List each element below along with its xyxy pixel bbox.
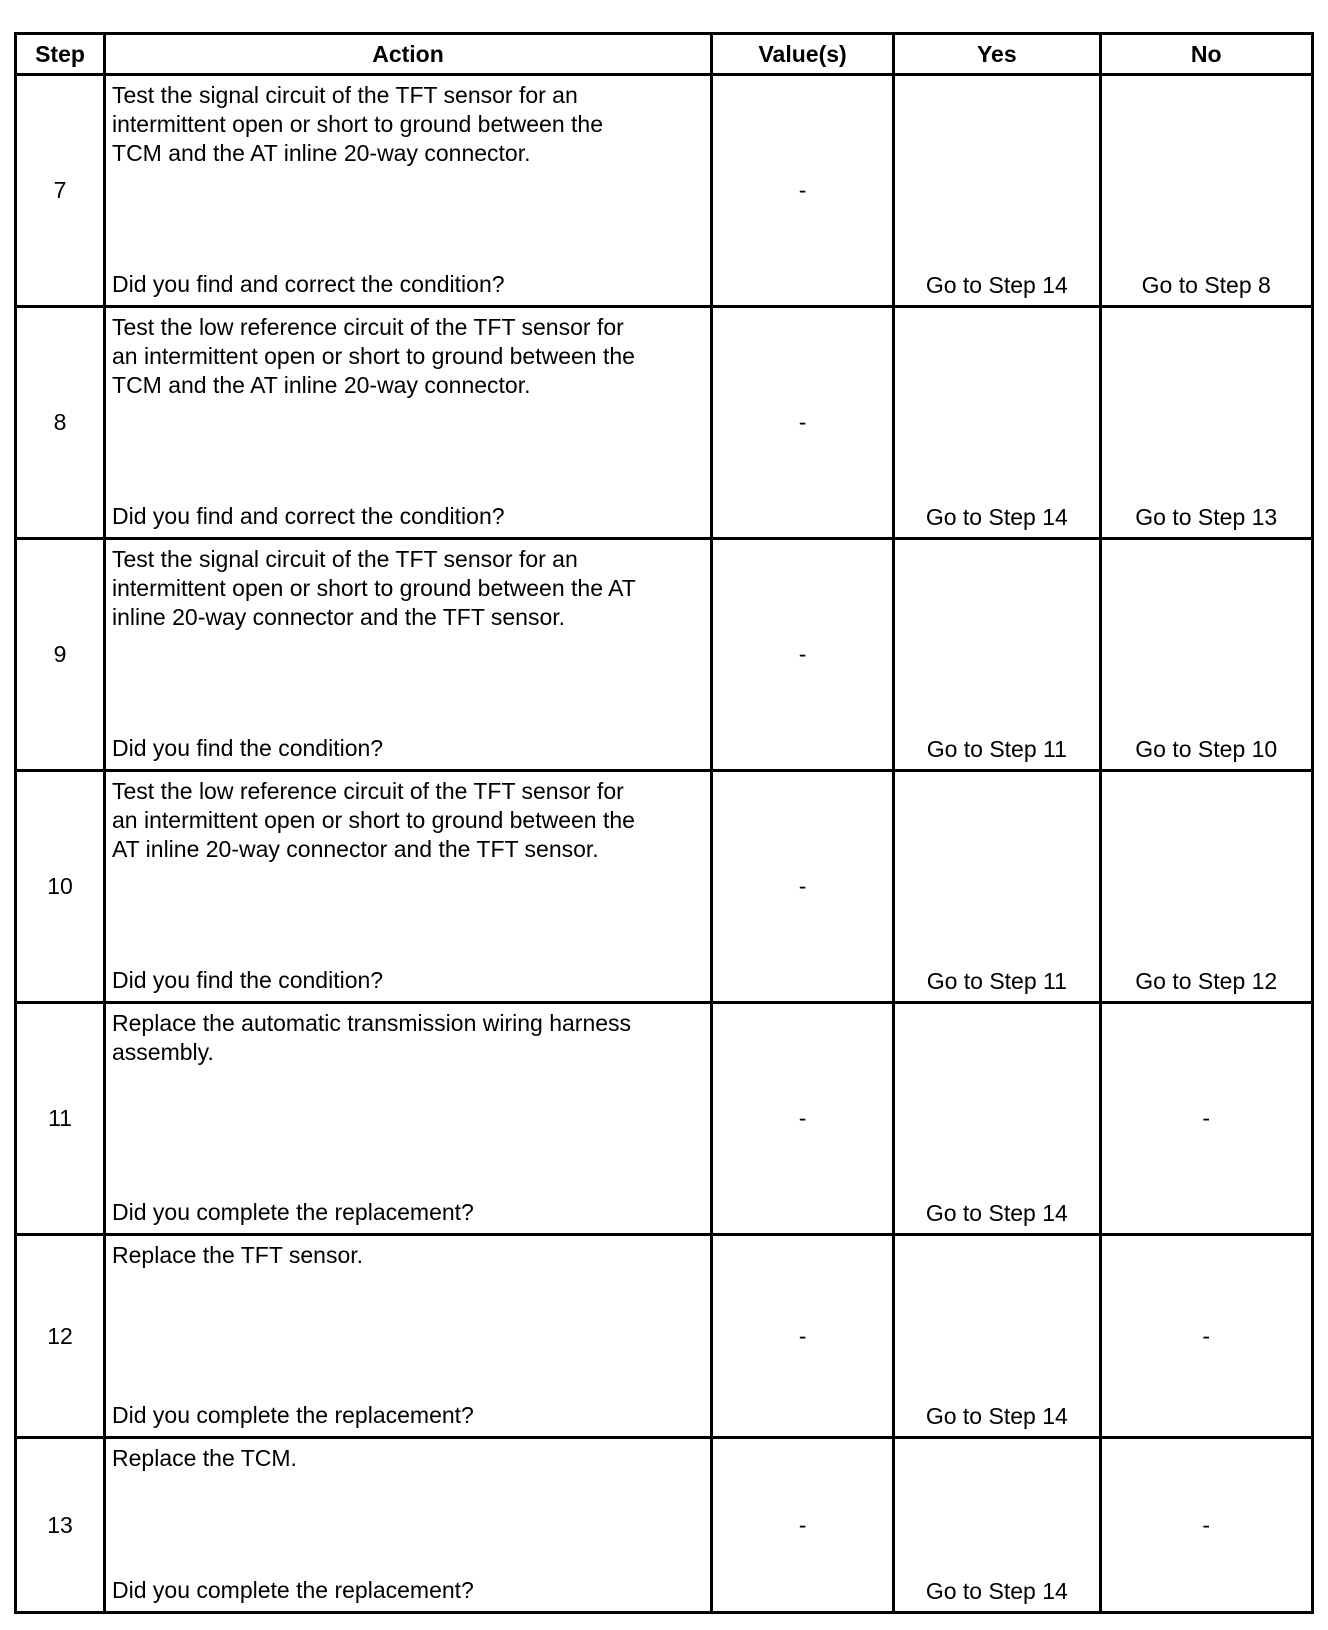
- table-row: [16, 307, 1313, 539]
- yes-cell: Go to Step 14: [894, 75, 1100, 307]
- yes-cell: Go to Step 14: [894, 1438, 1100, 1613]
- no-cell: -: [1100, 1235, 1313, 1438]
- value-cell: -: [712, 1235, 894, 1438]
- yes-cell: Go to Step 11: [894, 771, 1100, 1003]
- action-question: Did you complete the replacement?: [112, 1402, 474, 1428]
- action-question: Did you find the condition?: [112, 735, 384, 761]
- table-row: [16, 539, 1313, 771]
- action-question: Did you find and correct the condition?: [112, 271, 505, 297]
- diagnostic-table: [14, 32, 1314, 1614]
- step-number: 11: [16, 1003, 105, 1235]
- action-cell: [105, 1003, 712, 1235]
- yes-cell: Go to Step 14: [894, 1235, 1100, 1438]
- no-cell: Go to Step 12: [1100, 771, 1313, 1003]
- action-text: Test the signal circuit of the TFT sensor for an intermittent open or short to ground between the AT inline 20-way connector and the TFT sensor.: [112, 546, 636, 630]
- value-cell: -: [712, 307, 894, 539]
- action-question: Did you find and correct the condition?: [112, 503, 505, 529]
- no-cell: Go to Step 10: [1100, 539, 1313, 771]
- action-cell: [105, 1438, 712, 1613]
- header-step: Step: [16, 34, 105, 75]
- value-cell: -: [712, 1003, 894, 1235]
- action-text: Test the low reference circuit of the TFT sensor for an intermittent open or short to ground between the TCM and the AT inline 20-way connector.: [112, 314, 635, 398]
- action-cell: [105, 1235, 712, 1438]
- header-values: Value(s): [712, 34, 894, 75]
- no-cell: Go to Step 8: [1100, 75, 1313, 307]
- step-number: 10: [16, 771, 105, 1003]
- header-action: Action: [105, 34, 712, 75]
- no-cell: -: [1100, 1438, 1313, 1613]
- no-cell: -: [1100, 1003, 1313, 1235]
- action-cell: [105, 539, 712, 771]
- step-number: 8: [16, 307, 105, 539]
- value-cell: -: [712, 539, 894, 771]
- header-row: [16, 34, 1313, 75]
- no-cell: Go to Step 13: [1100, 307, 1313, 539]
- table-row: [16, 1235, 1313, 1438]
- step-number: 12: [16, 1235, 105, 1438]
- action-cell: [105, 75, 712, 307]
- yes-cell: Go to Step 11: [894, 539, 1100, 771]
- header-no: No: [1100, 34, 1313, 75]
- action-cell: [105, 307, 712, 539]
- action-text: Replace the TCM.: [112, 1445, 297, 1471]
- value-cell: -: [712, 1438, 894, 1613]
- table-row: [16, 771, 1313, 1003]
- action-cell: [105, 771, 712, 1003]
- table-row: [16, 75, 1313, 307]
- action-text: Replace the TFT sensor.: [112, 1242, 364, 1268]
- step-number: 7: [16, 75, 105, 307]
- action-question: Did you complete the replacement?: [112, 1577, 474, 1603]
- value-cell: -: [712, 75, 894, 307]
- table-row: [16, 1003, 1313, 1235]
- table-row: [16, 1438, 1313, 1613]
- value-cell: -: [712, 771, 894, 1003]
- yes-cell: Go to Step 14: [894, 307, 1100, 539]
- header-yes: Yes: [894, 34, 1100, 75]
- step-number: 13: [16, 1438, 105, 1613]
- yes-cell: Go to Step 14: [894, 1003, 1100, 1235]
- action-text: Replace the automatic transmission wiring harness assembly.: [112, 1010, 632, 1065]
- action-text: Test the signal circuit of the TFT sensor for an intermittent open or short to ground between the TCM and the AT inline 20-way connector.: [112, 82, 603, 166]
- step-number: 9: [16, 539, 105, 771]
- action-question: Did you complete the replacement?: [112, 1199, 474, 1225]
- action-question: Did you find the condition?: [112, 967, 384, 993]
- action-text: Test the low reference circuit of the TFT sensor for an intermittent open or short to ground between the AT inline 20-way connector and the TFT sensor.: [112, 778, 635, 862]
